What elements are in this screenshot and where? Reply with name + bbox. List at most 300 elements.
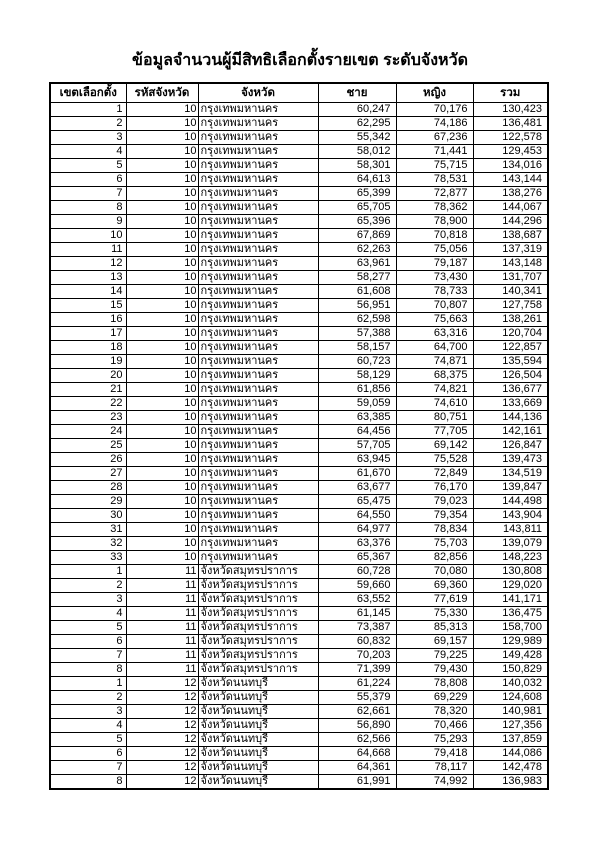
table-row — [50, 145, 548, 159]
cell-province: กรุงเทพมหานคร — [198, 411, 318, 425]
cell-province-code: 11 — [126, 579, 198, 593]
table-row — [50, 173, 548, 187]
cell-total: 136,677 — [473, 383, 548, 397]
cell-district: 33 — [50, 551, 126, 565]
cell-female: 75,703 — [396, 537, 473, 551]
table-row — [50, 747, 548, 761]
cell-male: 64,613 — [318, 173, 396, 187]
cell-male: 63,552 — [318, 593, 396, 607]
table-head — [50, 83, 548, 103]
cell-male: 63,376 — [318, 537, 396, 551]
voter-table — [49, 82, 549, 790]
cell-male: 62,263 — [318, 243, 396, 257]
cell-district: 26 — [50, 453, 126, 467]
cell-male: 65,396 — [318, 215, 396, 229]
table-row — [50, 761, 548, 775]
cell-province: จังหวัดสมุทรปราการ — [198, 621, 318, 635]
cell-male: 65,399 — [318, 187, 396, 201]
cell-female: 78,362 — [396, 201, 473, 215]
cell-province-code: 10 — [126, 299, 198, 313]
cell-total: 144,498 — [473, 495, 548, 509]
cell-total: 137,859 — [473, 733, 548, 747]
cell-total: 144,086 — [473, 747, 548, 761]
cell-district: 10 — [50, 229, 126, 243]
cell-male: 60,247 — [318, 103, 396, 117]
cell-female: 71,441 — [396, 145, 473, 159]
cell-total: 139,079 — [473, 537, 548, 551]
cell-province: กรุงเทพมหานคร — [198, 215, 318, 229]
cell-district: 5 — [50, 159, 126, 173]
cell-male: 61,670 — [318, 467, 396, 481]
cell-male: 63,677 — [318, 481, 396, 495]
cell-total: 139,473 — [473, 453, 548, 467]
cell-district: 8 — [50, 201, 126, 215]
cell-province-code: 10 — [126, 397, 198, 411]
cell-male: 64,361 — [318, 761, 396, 775]
cell-male: 62,598 — [318, 313, 396, 327]
table-row — [50, 495, 548, 509]
cell-province-code: 12 — [126, 691, 198, 705]
cell-province: กรุงเทพมหานคร — [198, 187, 318, 201]
cell-total: 120,704 — [473, 327, 548, 341]
cell-male: 58,157 — [318, 341, 396, 355]
cell-total: 136,983 — [473, 775, 548, 790]
table-row — [50, 775, 548, 790]
page-title: ข้อมูลจำนวนผู้มีสิทธิเลือกตั้งรายเขต ระดับจังหวัด — [132, 52, 468, 69]
cell-male: 57,705 — [318, 439, 396, 453]
cell-district: 31 — [50, 523, 126, 537]
cell-female: 70,807 — [396, 299, 473, 313]
cell-female: 79,354 — [396, 509, 473, 523]
cell-province-code: 10 — [126, 131, 198, 145]
cell-province: กรุงเทพมหานคร — [198, 229, 318, 243]
cell-female: 77,619 — [396, 593, 473, 607]
table-row — [50, 425, 548, 439]
table-row — [50, 117, 548, 131]
cell-female: 82,856 — [396, 551, 473, 565]
cell-province: กรุงเทพมหานคร — [198, 271, 318, 285]
cell-female: 72,877 — [396, 187, 473, 201]
table-row — [50, 733, 548, 747]
cell-total: 137,319 — [473, 243, 548, 257]
cell-female: 78,117 — [396, 761, 473, 775]
cell-province-code: 10 — [126, 509, 198, 523]
cell-male: 58,301 — [318, 159, 396, 173]
cell-female: 79,187 — [396, 257, 473, 271]
table-row — [50, 299, 548, 313]
table-row — [50, 439, 548, 453]
cell-female: 74,992 — [396, 775, 473, 790]
cell-province-code: 10 — [126, 467, 198, 481]
cell-total: 140,981 — [473, 705, 548, 719]
cell-province-code: 10 — [126, 243, 198, 257]
cell-female: 74,610 — [396, 397, 473, 411]
table-row — [50, 649, 548, 663]
cell-province-code: 11 — [126, 621, 198, 635]
cell-female: 74,871 — [396, 355, 473, 369]
cell-district: 28 — [50, 481, 126, 495]
column-header: จังหวัด — [198, 83, 318, 103]
cell-province: กรุงเทพมหานคร — [198, 453, 318, 467]
cell-female: 68,375 — [396, 369, 473, 383]
cell-province-code: 10 — [126, 257, 198, 271]
cell-province: กรุงเทพมหานคร — [198, 299, 318, 313]
cell-district: 8 — [50, 663, 126, 677]
cell-total: 148,223 — [473, 551, 548, 565]
cell-male: 62,566 — [318, 733, 396, 747]
cell-province-code: 12 — [126, 677, 198, 691]
cell-district: 4 — [50, 145, 126, 159]
cell-male: 63,385 — [318, 411, 396, 425]
cell-province-code: 10 — [126, 103, 198, 117]
cell-female: 79,430 — [396, 663, 473, 677]
table-row — [50, 579, 548, 593]
cell-male: 60,728 — [318, 565, 396, 579]
cell-province-code: 10 — [126, 173, 198, 187]
cell-district: 20 — [50, 369, 126, 383]
cell-province: กรุงเทพมหานคร — [198, 537, 318, 551]
cell-female: 72,849 — [396, 467, 473, 481]
table-row — [50, 397, 548, 411]
cell-province-code: 11 — [126, 593, 198, 607]
cell-district: 6 — [50, 747, 126, 761]
cell-male: 61,608 — [318, 285, 396, 299]
cell-province: จังหวัดสมุทรปราการ — [198, 635, 318, 649]
cell-male: 61,856 — [318, 383, 396, 397]
cell-district: 2 — [50, 691, 126, 705]
cell-total: 149,428 — [473, 649, 548, 663]
cell-male: 67,869 — [318, 229, 396, 243]
table-row — [50, 327, 548, 341]
cell-total: 122,578 — [473, 131, 548, 145]
cell-male: 62,661 — [318, 705, 396, 719]
cell-province-code: 10 — [126, 271, 198, 285]
cell-province: จังหวัดสมุทรปราการ — [198, 607, 318, 621]
cell-female: 78,808 — [396, 677, 473, 691]
cell-province-code: 10 — [126, 159, 198, 173]
cell-district: 1 — [50, 677, 126, 691]
cell-province: กรุงเทพมหานคร — [198, 243, 318, 257]
cell-district: 16 — [50, 313, 126, 327]
cell-total: 150,829 — [473, 663, 548, 677]
cell-female: 77,705 — [396, 425, 473, 439]
cell-female: 85,313 — [396, 621, 473, 635]
table-row — [50, 411, 548, 425]
table-row — [50, 159, 548, 173]
cell-total: 129,020 — [473, 579, 548, 593]
cell-province-code: 10 — [126, 523, 198, 537]
cell-province: จังหวัดนนทบุรี — [198, 761, 318, 775]
cell-province-code: 10 — [126, 551, 198, 565]
cell-province-code: 10 — [126, 537, 198, 551]
cell-total: 127,356 — [473, 719, 548, 733]
cell-province: กรุงเทพมหานคร — [198, 131, 318, 145]
cell-male: 56,951 — [318, 299, 396, 313]
cell-male: 61,991 — [318, 775, 396, 790]
cell-female: 70,176 — [396, 103, 473, 117]
cell-total: 138,687 — [473, 229, 548, 243]
cell-district: 11 — [50, 243, 126, 257]
cell-male: 63,945 — [318, 453, 396, 467]
column-header: ชาย — [318, 83, 396, 103]
cell-province: กรุงเทพมหานคร — [198, 495, 318, 509]
cell-province: กรุงเทพมหานคร — [198, 425, 318, 439]
table-row — [50, 691, 548, 705]
column-header: รวม — [473, 83, 548, 103]
cell-total: 142,478 — [473, 761, 548, 775]
cell-province-code: 10 — [126, 187, 198, 201]
table-row — [50, 551, 548, 565]
cell-district: 7 — [50, 761, 126, 775]
cell-female: 75,715 — [396, 159, 473, 173]
cell-district: 30 — [50, 509, 126, 523]
cell-male: 71,399 — [318, 663, 396, 677]
cell-province: กรุงเทพมหานคร — [198, 327, 318, 341]
cell-district: 23 — [50, 411, 126, 425]
cell-female: 75,663 — [396, 313, 473, 327]
table-row — [50, 677, 548, 691]
cell-province-code: 10 — [126, 453, 198, 467]
cell-district: 19 — [50, 355, 126, 369]
cell-province-code: 12 — [126, 761, 198, 775]
cell-male: 64,977 — [318, 523, 396, 537]
table-row — [50, 215, 548, 229]
cell-female: 69,360 — [396, 579, 473, 593]
cell-province: กรุงเทพมหานคร — [198, 383, 318, 397]
cell-male: 64,456 — [318, 425, 396, 439]
cell-male: 60,723 — [318, 355, 396, 369]
table-row — [50, 621, 548, 635]
cell-province-code: 10 — [126, 117, 198, 131]
cell-female: 70,818 — [396, 229, 473, 243]
cell-total: 124,608 — [473, 691, 548, 705]
cell-province-code: 10 — [126, 411, 198, 425]
column-header: เขตเลือกตั้ง — [50, 83, 126, 103]
cell-district: 18 — [50, 341, 126, 355]
table-row — [50, 187, 548, 201]
cell-province-code: 11 — [126, 635, 198, 649]
cell-total: 143,904 — [473, 509, 548, 523]
cell-province-code: 10 — [126, 145, 198, 159]
cell-male: 58,012 — [318, 145, 396, 159]
cell-female: 75,056 — [396, 243, 473, 257]
cell-district: 21 — [50, 383, 126, 397]
cell-female: 79,418 — [396, 747, 473, 761]
cell-province-code: 10 — [126, 313, 198, 327]
cell-province: กรุงเทพมหานคร — [198, 467, 318, 481]
cell-district: 24 — [50, 425, 126, 439]
table-row — [50, 383, 548, 397]
column-header: รหัสจังหวัด — [126, 83, 198, 103]
cell-female: 79,225 — [396, 649, 473, 663]
cell-province-code: 12 — [126, 747, 198, 761]
cell-total: 143,811 — [473, 523, 548, 537]
cell-total: 129,453 — [473, 145, 548, 159]
cell-total: 144,296 — [473, 215, 548, 229]
cell-province: กรุงเทพมหานคร — [198, 201, 318, 215]
cell-female: 69,142 — [396, 439, 473, 453]
cell-female: 75,293 — [396, 733, 473, 747]
cell-male: 65,705 — [318, 201, 396, 215]
cell-province-code: 11 — [126, 649, 198, 663]
cell-province: กรุงเทพมหานคร — [198, 313, 318, 327]
cell-province: กรุงเทพมหานคร — [198, 145, 318, 159]
table-row — [50, 481, 548, 495]
cell-total: 158,700 — [473, 621, 548, 635]
cell-district: 3 — [50, 705, 126, 719]
table-row — [50, 635, 548, 649]
cell-district: 5 — [50, 621, 126, 635]
cell-province-code: 10 — [126, 215, 198, 229]
cell-total: 139,847 — [473, 481, 548, 495]
cell-province-code: 10 — [126, 383, 198, 397]
cell-total: 144,067 — [473, 201, 548, 215]
cell-male: 55,379 — [318, 691, 396, 705]
cell-total: 129,989 — [473, 635, 548, 649]
table-header-row — [50, 83, 548, 103]
cell-male: 59,660 — [318, 579, 396, 593]
cell-province-code: 10 — [126, 481, 198, 495]
cell-district: 22 — [50, 397, 126, 411]
cell-total: 143,148 — [473, 257, 548, 271]
cell-female: 67,236 — [396, 131, 473, 145]
cell-total: 126,504 — [473, 369, 548, 383]
cell-province: จังหวัดนนทบุรี — [198, 705, 318, 719]
cell-province: กรุงเทพมหานคร — [198, 439, 318, 453]
cell-male: 73,387 — [318, 621, 396, 635]
cell-province: กรุงเทพมหานคร — [198, 103, 318, 117]
cell-province-code: 12 — [126, 733, 198, 747]
table-row — [50, 313, 548, 327]
cell-district: 7 — [50, 649, 126, 663]
table-row — [50, 285, 548, 299]
cell-total: 133,669 — [473, 397, 548, 411]
table-row — [50, 607, 548, 621]
cell-district: 3 — [50, 593, 126, 607]
table-row — [50, 719, 548, 733]
cell-male: 56,890 — [318, 719, 396, 733]
cell-male: 55,342 — [318, 131, 396, 145]
cell-female: 78,733 — [396, 285, 473, 299]
cell-male: 58,277 — [318, 271, 396, 285]
cell-province: จังหวัดสมุทรปราการ — [198, 649, 318, 663]
cell-male: 57,388 — [318, 327, 396, 341]
cell-province: กรุงเทพมหานคร — [198, 341, 318, 355]
table-row — [50, 453, 548, 467]
cell-district: 9 — [50, 215, 126, 229]
cell-province-code: 10 — [126, 285, 198, 299]
table-body — [50, 103, 548, 790]
cell-total: 130,423 — [473, 103, 548, 117]
cell-province: กรุงเทพมหานคร — [198, 159, 318, 173]
cell-total: 127,758 — [473, 299, 548, 313]
cell-province: จังหวัดนนทบุรี — [198, 677, 318, 691]
cell-female: 73,430 — [396, 271, 473, 285]
cell-district: 14 — [50, 285, 126, 299]
cell-province: กรุงเทพมหานคร — [198, 509, 318, 523]
cell-district: 5 — [50, 733, 126, 747]
table-row — [50, 467, 548, 481]
cell-total: 131,707 — [473, 271, 548, 285]
cell-province: จังหวัดนนทบุรี — [198, 747, 318, 761]
cell-district: 6 — [50, 635, 126, 649]
cell-male: 61,224 — [318, 677, 396, 691]
table-row — [50, 355, 548, 369]
cell-male: 65,367 — [318, 551, 396, 565]
cell-district: 4 — [50, 607, 126, 621]
cell-total: 142,161 — [473, 425, 548, 439]
cell-province-code: 10 — [126, 201, 198, 215]
cell-female: 63,316 — [396, 327, 473, 341]
cell-total: 126,847 — [473, 439, 548, 453]
cell-male: 59,059 — [318, 397, 396, 411]
cell-total: 134,519 — [473, 467, 548, 481]
cell-province-code: 10 — [126, 229, 198, 243]
cell-province-code: 10 — [126, 495, 198, 509]
cell-province: กรุงเทพมหานคร — [198, 551, 318, 565]
cell-male: 58,129 — [318, 369, 396, 383]
cell-female: 78,834 — [396, 523, 473, 537]
cell-province: กรุงเทพมหานคร — [198, 285, 318, 299]
cell-province: กรุงเทพมหานคร — [198, 397, 318, 411]
cell-female: 76,170 — [396, 481, 473, 495]
cell-province: จังหวัดสมุทรปราการ — [198, 565, 318, 579]
table-row — [50, 243, 548, 257]
table-row — [50, 257, 548, 271]
cell-province: กรุงเทพมหานคร — [198, 355, 318, 369]
cell-district: 3 — [50, 131, 126, 145]
table-row — [50, 537, 548, 551]
cell-province-code: 11 — [126, 607, 198, 621]
cell-province: กรุงเทพมหานคร — [198, 523, 318, 537]
cell-male: 64,668 — [318, 747, 396, 761]
cell-female: 70,466 — [396, 719, 473, 733]
cell-district: 8 — [50, 775, 126, 790]
table-row — [50, 229, 548, 243]
cell-female: 78,900 — [396, 215, 473, 229]
cell-female: 78,320 — [396, 705, 473, 719]
cell-male: 63,961 — [318, 257, 396, 271]
cell-province-code: 12 — [126, 719, 198, 733]
cell-province: จังหวัดสมุทรปราการ — [198, 579, 318, 593]
cell-total: 130,808 — [473, 565, 548, 579]
cell-district: 7 — [50, 187, 126, 201]
table-row — [50, 201, 548, 215]
cell-province: กรุงเทพมหานคร — [198, 369, 318, 383]
cell-total: 144,136 — [473, 411, 548, 425]
cell-female: 74,186 — [396, 117, 473, 131]
cell-province-code: 12 — [126, 705, 198, 719]
cell-total: 138,261 — [473, 313, 548, 327]
cell-male: 65,475 — [318, 495, 396, 509]
column-header: หญิง — [396, 83, 473, 103]
table-row — [50, 271, 548, 285]
cell-province: จังหวัดนนทบุรี — [198, 691, 318, 705]
cell-district: 12 — [50, 257, 126, 271]
cell-female: 69,157 — [396, 635, 473, 649]
cell-province-code: 10 — [126, 425, 198, 439]
table-row — [50, 523, 548, 537]
cell-province: จังหวัดสมุทรปราการ — [198, 593, 318, 607]
cell-province-code: 10 — [126, 439, 198, 453]
cell-province-code: 11 — [126, 565, 198, 579]
cell-female: 80,751 — [396, 411, 473, 425]
table-row — [50, 509, 548, 523]
cell-total: 138,276 — [473, 187, 548, 201]
cell-province-code: 11 — [126, 663, 198, 677]
table-row — [50, 103, 548, 117]
cell-province: จังหวัดนนทบุรี — [198, 719, 318, 733]
